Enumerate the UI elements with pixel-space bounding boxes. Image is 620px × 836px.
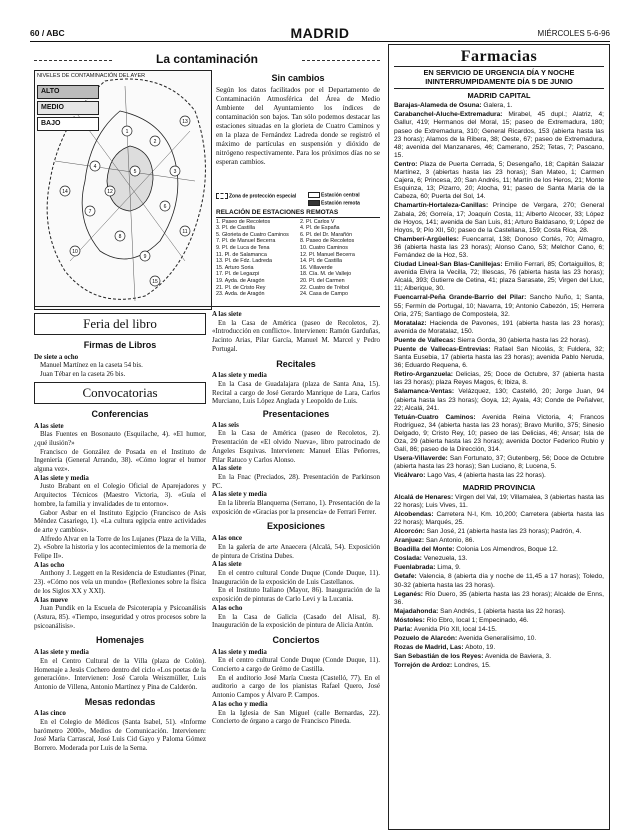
- pharmacy-addresses: Rafael San Nicolás, 3; Fuldera, 32; Santa Eusebia, 17 (abierta hasta las 23 horas); avenida Pablo Neruda, 36; Eduardo Requena, 6.: [394, 346, 604, 370]
- central-box-icon: [308, 192, 320, 198]
- list-item: En la Fnac (Preciados, 28). Presentación de Parkinson PC.: [212, 472, 380, 490]
- list-item: A las siete: [212, 310, 242, 318]
- svg-text:13: 13: [182, 119, 188, 125]
- map-legend-head: NIVELES DE CONTAMINACIÓN DEL AYER: [37, 73, 146, 79]
- pharmacy-entry: [394, 472, 604, 480]
- pollution-map: [34, 70, 212, 310]
- svg-text:8: 8: [118, 234, 122, 240]
- mesas-title: Mesas redondas: [84, 696, 156, 707]
- pharmacy-district: Boadilla del Monte:: [394, 546, 455, 554]
- station-item: 4. Pl. de España: [300, 225, 340, 232]
- zone-capital: MADRID CAPITAL: [467, 91, 531, 101]
- pharmacy-addresses: Carretera N-I, Km. 10,200; Carretera (abierta hasta las 22 horas); Marqués, 25.: [394, 510, 604, 526]
- pharmacy-addresses: Delicias, 25; Doce de Octubre, 37 (abierta hasta las 23 horas); plaza Reyes Magos, 6; Ibiza, 8.: [394, 371, 604, 387]
- station-item: 13. Pl. de Fdz. Ladreda: [216, 258, 273, 265]
- pharmacy-addresses: Avenida Pío XII, local 14-15.: [412, 626, 497, 633]
- pharmacy-district: Fuenlabrada:: [394, 564, 436, 572]
- pharmacy-entry: [394, 261, 604, 293]
- station-item: 22. Cuatro de Trébol: [300, 284, 350, 291]
- pharmacy-entry: [394, 161, 604, 201]
- pharmacy-entry: [394, 511, 604, 527]
- pharmacy-district: Retiro-Arganzuela:: [394, 371, 453, 379]
- stations-list: [216, 210, 380, 298]
- pharmacy-entry: [394, 573, 604, 589]
- svg-text:5: 5: [133, 169, 137, 175]
- pharmacy-district: Majadahonda:: [394, 607, 439, 615]
- list-item: A las siete y media: [34, 473, 89, 482]
- farmacias-box: [388, 44, 610, 830]
- list-item: Francisco de González de Posada en el Instituto de Ingeniería (General Arrando, 38). «Cómo lograr el humor alguna vez».: [34, 447, 206, 474]
- pharmacy-entry: [394, 537, 604, 545]
- svg-text:7: 7: [88, 209, 92, 215]
- convocatorias-title: Convocatorias: [34, 382, 206, 404]
- svg-text:9: 9: [143, 254, 147, 260]
- level-low: BAJO: [37, 117, 99, 131]
- list-item: En el Instituto Italiano (Mayor, 86). Inauguración de la exposición de pinturas de Carlo Levi y la Lucania.: [212, 586, 380, 604]
- list-item: Presentaciones: [262, 409, 330, 420]
- list-item: En la galería de arte Anaecera (Alcalá, 54). Exposición de pintura de Cristina Dubes.: [212, 542, 380, 560]
- station-item: 9. Pl. de Luca de Tena: [216, 244, 270, 251]
- level-medium: MEDIO: [37, 101, 99, 115]
- pharmacy-entry: [394, 653, 604, 661]
- pharmacy-entry: [394, 236, 604, 260]
- column-left: [34, 310, 206, 753]
- list-item: En la librería Blanquerna (Serrano, 1). Presentación de la exposición de «Gracias por la presencia» de Ferrari Ferrer.: [212, 499, 380, 516]
- pharmacy-entry: [394, 564, 604, 572]
- station-item: 1. Paseo de Recoletos: [216, 218, 271, 225]
- report-title: Sin cambios: [271, 73, 325, 83]
- svg-text:1: 1: [125, 129, 129, 135]
- firmas-list: [34, 353, 206, 379]
- exposiciones-list: [212, 534, 380, 630]
- pharmacy-district: Vicálvaro:: [394, 472, 426, 480]
- pharmacy-entry: [394, 608, 604, 616]
- list-item: A las cinco: [34, 709, 66, 718]
- pharmacy-entry: [394, 617, 604, 625]
- list-item: Juan Tébar en la caseta 26 bis.: [40, 370, 126, 379]
- list-item: Justo Brabant en el Colegio Oficial de Aparejadores y Arquitectos Técnicos (Maestro Victoria, 3). «Guía el hombre, la familia y invalidades de tu entorno».: [34, 482, 206, 508]
- zone-protect-label: Zona de protección especial: [229, 193, 297, 200]
- station-item: 23. Avda. de Aragón: [216, 291, 265, 298]
- list-item: En la Casa de Galicia (Casado del Alisal, 8). Inauguración de la exposición de pintura de Alicia Antón.: [212, 612, 380, 630]
- pharmacy-addresses: Londres, 15.: [452, 662, 491, 670]
- capital-list: [394, 102, 604, 480]
- list-item: En el Centro Cultural de la Villa (plaza de Colón). Homenaje a Jesús Cochero dentro del ciclo «Los poetas de la generación». Intervienen: José Carola Weiszmüller, Luis Antonio de Villena, Antonio Martínez y Pina de Calderón.: [34, 656, 206, 691]
- pharmacy-district: Ciudad Lineal-San Blas-Canillejas:: [394, 261, 503, 269]
- station-item: 21. Pl. de Cristo Rey: [216, 284, 266, 291]
- pharmacy-addresses: Virgen del Val, 19; Villamalea, 3 (abiertas hasta las 22 horas); Luis Vives, 11.: [394, 493, 604, 509]
- pharmacy-district: Moratalaz:: [394, 319, 427, 327]
- report-body: Según los datos facilitados por el Departamento de Contaminación Atmosférica del Área de Medio Ambiente del Ayuntamiento los índices de contaminación son bajos. Tan sólo podemos destacar las estaciones situadas en la glorieta de Cuatro Caminos y en la plaza de Fernández Ladreda donde se registró el máximo de partículas en suspensión y dióxido de nitrógeno respectivamente. Para los próximos días no se esperan cambios.: [216, 86, 380, 166]
- pharmacy-district: Usera-Villaverde:: [394, 455, 448, 463]
- station-item: 24. Casa de Campo: [300, 291, 348, 298]
- pharmacy-addresses: Valencia, 8 (abierta día y noche de 11,45 a 17 horas); Toledo, 30-32 (abierta hasta las 23 horas).: [394, 573, 604, 589]
- provincia-list: [394, 494, 604, 671]
- pharmacy-district: Chamartín-Hortaleza-Canillas:: [394, 202, 489, 210]
- pharmacy-entry: [394, 414, 604, 454]
- list-item: A las siete: [34, 421, 64, 430]
- station-item: 14. Pl. de Castilla: [300, 258, 342, 265]
- list-item: A las siete y media: [212, 490, 267, 499]
- pharmacy-addresses: San Antonio, 86.: [424, 537, 475, 545]
- zone-box-icon: [216, 193, 228, 199]
- list-item: Gabor Asbar en el Instituto Egipcio (Francisco de Asís Méndez Casariego, 1). «La cultura egipcia entre actividades de arte y cambios».: [34, 508, 206, 534]
- page-header: [30, 25, 610, 42]
- recitales-list: [212, 371, 380, 516]
- pharmacy-addresses: Venezuela, 13.: [421, 555, 468, 563]
- conferencias-title: Conferencias: [91, 408, 149, 419]
- list-item: En el auditorio José María Cuesta (Castelló, 77). En el auditorio a cargo de los pianistas Rafael Quero, José Antonio Campos y Álvaro P. Campos.: [212, 673, 380, 700]
- column-middle: [212, 310, 380, 726]
- pharmacy-addresses: Galera, 1.: [481, 102, 513, 110]
- pharmacy-entry: [394, 591, 604, 607]
- firmas-title: Firmas de Libros: [83, 340, 157, 350]
- pharmacy-addresses: Velázquez, 130; Castelló, 20; Jorge Juan, 94 (abierta hasta las 23 horas); Goya, 12; Ayala, 43; Conde de Peñalver, 22; Alcalá, 241.: [394, 388, 604, 412]
- pharmacy-entry: [394, 635, 604, 643]
- station-item: 3. Pl. de Castilla: [216, 225, 255, 232]
- list-item: Anthony J. Leggett en la Residencia de Estudiantes (Pinar, 23). «Cómo nos veía un mundo» (Reflexiones sobre la física de los Siglos XX y XXI).: [34, 569, 206, 595]
- list-item: A las siete y media: [34, 648, 89, 657]
- station-item: 16. Villaverde: [300, 264, 333, 271]
- pharmacy-entry: [394, 346, 604, 370]
- list-item: En la Casa de América (paseo de Recoletos, 2). Presentación de «El olvido Nueva», libro patrocinado de Ángeles Esquivas. Intervienen: Manuel Elías Peñorres, Pilar Ratuco y Carlos Alonso.: [212, 429, 380, 464]
- pharmacy-entry: [394, 320, 604, 336]
- conciertos-title: Conciertos: [272, 634, 320, 645]
- list-item: Alfredo Alvar en la Torre de los Lujanes (Plaza de la Villa, 2). «Sobre la historia y los acontecimientos de la memoria de Felipe II».: [34, 534, 206, 561]
- pharmacy-district: Fuencarral-Peña Grande-Barrio del Pilar:: [394, 294, 527, 302]
- pharmacy-district: Barajas-Alameda de Osuna:: [394, 102, 482, 110]
- pharmacy-district: Pozuelo de Alarcón:: [394, 635, 458, 643]
- pharmacy-entry: [394, 111, 604, 160]
- pharmacy-entry: [394, 455, 604, 471]
- station-item: 7. Pl. de Manuel Becerra: [216, 238, 276, 245]
- zone-remote-label: Estación remota: [321, 200, 360, 207]
- pharmacy-district: Centro:: [394, 160, 418, 168]
- zone-protect: [216, 193, 296, 199]
- list-item: Juan Pundik en la Escuela de Psicoterapia y Psicoanálisis (Astura, 85). «Tiempo, inseguridad y otros procesos sobre la psicoanálisis».: [34, 604, 206, 630]
- zone-central: [308, 192, 360, 198]
- pharmacy-entry: [394, 528, 604, 536]
- list-item: En la Casa de Guadalajara (plaza de Santa Ana, 15). Recital a cargo de José Gerardo Manrique de Lara, Carlos Murciano, Luis López Anglada y Leopoldo de Luis.: [212, 379, 380, 406]
- conferencias-list: [34, 422, 206, 631]
- station-item: 18. Cía. M. de Vallejo: [300, 271, 352, 278]
- pharmacy-district: Getafe:: [394, 573, 417, 581]
- pharmacy-district: Parla:: [394, 626, 413, 633]
- level-legend: [37, 85, 99, 133]
- list-item: A las siete y media: [212, 647, 267, 656]
- pharmacy-district: Alcalá de Henares:: [394, 493, 454, 501]
- station-item: 11. Pl. de Salamanca: [216, 251, 267, 258]
- feria-title: Feria del libro: [34, 313, 206, 335]
- list-item: De siete a ocho: [34, 352, 79, 361]
- section-name: MADRID: [290, 25, 350, 41]
- list-item: A las siete: [212, 560, 242, 569]
- level-high: ALTO: [37, 85, 99, 99]
- zone-provincia: MADRID PROVINCIA: [462, 482, 536, 492]
- station-item: 19. Ayda. de Aragón: [216, 277, 265, 284]
- svg-text:3: 3: [173, 169, 177, 175]
- pharmacy-addresses: Avenida de Baviera, 3.: [483, 653, 552, 661]
- list-item: Manuel Martínez en la caseta 54 bis.: [40, 361, 143, 370]
- pharmacy-entry: [394, 294, 604, 318]
- stations-grid: [216, 219, 380, 298]
- farmacias-subtitle: EN SERVICIO DE URGENCIA DÍA Y NOCHE ININTERRUMPIDAMENTE DÍA 5 DE JUNIO: [394, 67, 604, 89]
- mesas-list: [34, 709, 206, 753]
- pharmacy-district: San Sebastián de los Reyes:: [394, 653, 484, 661]
- list-item: A las ocho: [34, 560, 65, 569]
- pharmacy-addresses: San Fortunato, 37; Gutenberg, 56; Doce de Octubre (abierta hasta las 23 horas); San Luciano, 8; Lucena, 5.: [394, 455, 604, 471]
- pharmacy-district: Puente de Vallecas-Entrevías:: [394, 346, 491, 353]
- pharmacy-addresses: Avenida Reina Victoria, 4; Francos Rodríguez, 34 (abierta hasta las 23 horas); Bravo Murillo, 375; Sinesio Delgado, 9; Cristo Rey, 10; paseo de las Delicias, 46; Ansar; Isla de Oza, 29 (abierta hasta las 23 horas); avenida Doctor Federico Rubio y Galí, 86; paseo de la Dirección, 314.: [394, 413, 604, 454]
- pharmacy-district: Puente de Vallecas:: [394, 336, 456, 344]
- pharmacy-addresses: San José, 21 (abierta hasta las 23 horas); Padrón, 4.: [424, 527, 582, 535]
- svg-text:11: 11: [182, 229, 188, 235]
- list-item: A las seis: [212, 420, 239, 429]
- homenajes-list: [34, 648, 206, 692]
- pharmacy-district: Torrejón de Ardoz:: [394, 662, 453, 670]
- pharmacy-district: Tetuán-Cuatro Caminos:: [394, 413, 476, 421]
- pharmacy-addresses: Fuencarral, 138; Donoso Cortés, 70; Almagro, 36 (abierta hasta las 23 horas); Alonso Cano, 53; Melchor Cano, 6; Fernández de la Hoz, 53.: [394, 235, 604, 259]
- intro-list: [212, 310, 380, 354]
- svg-text:15: 15: [152, 279, 158, 285]
- pharmacy-entry: [394, 644, 604, 652]
- pharmacy-addresses: San Andrés, 1 (abierta hasta las 22 horas).: [438, 607, 566, 615]
- remote-box-icon: [308, 200, 320, 206]
- pharmacy-addresses: Avenida Generalísimo, 10.: [457, 635, 537, 643]
- zone-legend: [216, 192, 380, 206]
- pharmacy-entry: [394, 555, 604, 563]
- zone-remote: [308, 200, 360, 206]
- list-item: En el centro cultural Conde Duque (Conde Duque, 11). Inauguración de la exposición de Luis Castellanos.: [212, 568, 380, 586]
- farmacias-title: Farmacias: [394, 48, 604, 67]
- pharmacy-addresses: Colonia Los Almendros, Boque 12.: [454, 546, 558, 554]
- pharmacy-district: Chamberí-Argüelles:: [394, 235, 459, 243]
- station-item: 15. Arturo Soria: [216, 264, 254, 271]
- pharmacy-entry: [394, 546, 604, 554]
- svg-text:2: 2: [153, 139, 157, 145]
- pharmacy-district: Alcobendas:: [394, 510, 434, 518]
- pharmacy-entry: [394, 388, 604, 412]
- pharmacy-addresses: Lago Vas, 4 (abierta hasta las 22 horas).: [425, 472, 546, 480]
- page-date: MIÉRCOLES 5-6-96: [537, 29, 610, 38]
- pharmacy-addresses: Emilio Ferrari, 85; Cortaiguillos, 8; avenida Elvira la Vecilla, 72; Illescas, 76 (abierta hasta las 23 horas); Alcalá, 393; Gutierre de Cetina, 41; plaza Sarasate, 25; Virgen del Lluc, 11; Alberique, 30.: [394, 261, 604, 293]
- list-item: A las ocho: [212, 603, 243, 612]
- station-item: 17. Pl. de Legazpi: [216, 271, 260, 278]
- pharmacy-entry: [394, 202, 604, 234]
- svg-text:4: 4: [93, 164, 97, 170]
- svg-text:6: 6: [163, 204, 167, 210]
- svg-text:10: 10: [72, 249, 78, 255]
- pharmacy-addresses: Mirabel, 45 dupl.; Alatriz, 4; Gallur, 419; Hermanos del Moral, 15; paseo de Extremadura, 180; paseo de Extremadura, 310; General Ricardos, 153 (abierta hasta las 23 horas); Alamos de la Ribera, 38; Oeste, 67; paseo de Extremadura, 48; avenida del Manzanares, 46; Camerano, 252; Tetas, 7; Pascano, 15.: [394, 111, 604, 159]
- station-item: 10. Cuatro Caminos: [300, 244, 348, 251]
- pharmacy-district: Alcorcón:: [394, 527, 425, 535]
- stations-title: RELACIÓN DE ESTACIONES REMOTAS: [216, 210, 380, 218]
- pharmacy-addresses: Hacienda de Pavones, 191 (abierta hasta las 23 horas); avenida de Moratalaz, 150.: [394, 319, 604, 335]
- list-item: A las nueve: [34, 595, 68, 604]
- pharmacy-entry: [394, 337, 604, 345]
- conciertos-list: [212, 648, 380, 726]
- list-item: En el Colegio de Médicos (Santa Isabel, 51). «Informe barómetro 2000», Medios de Comunicación. Intervienen: José María Carrascal, José Luis Cid Gayo y Paloma Gómez Borrero. Moderada por Luis de la Serna.: [34, 718, 206, 753]
- list-item: A las siete: [212, 464, 242, 473]
- pharmacy-entry: [394, 662, 604, 670]
- station-item: 5. Glorieta de Cuatro Caminos: [216, 231, 289, 238]
- page-number: 60 / ABC: [30, 28, 65, 38]
- pharmacy-district: Aranjuez:: [394, 537, 425, 545]
- list-item: A las siete y media: [212, 371, 267, 380]
- station-item: 6. Pl. del Dr. Marañón: [300, 231, 353, 238]
- pharmacy-addresses: Lima, 9.: [435, 564, 461, 572]
- pharmacy-district: Rozas de Madrid, Las:: [394, 644, 464, 652]
- pharmacy-addresses: Sancho Nuño, 1; Santa, 55; Fermín de Portugal, 10; Navarra, 19; Antonio Cabezón, 15; Herrera Oria, 275; Santiago de Compostela, 32.: [394, 294, 604, 318]
- station-item: 12. Pl. Manuel Becerra: [300, 251, 355, 258]
- list-item: Blas Fuentes en Bosonauto (Esquilache, 4). «El humor, ¿qué ilusión?»: [34, 430, 206, 447]
- pharmacy-addresses: Sierra Gorda, 30 (abierta hasta las 22 horas).: [455, 336, 591, 344]
- divider: [34, 306, 380, 307]
- svg-text:14: 14: [62, 189, 68, 195]
- svg-text:12: 12: [107, 189, 113, 195]
- list-item: En la Casa de América (paseo de Recoletos, 2). «Introducción en conflicto». Intervienen: Ramón Garduñas, Jacinto Arias, Pilar García, Manuel M. Marcel y Pedro Portugal.: [212, 318, 380, 353]
- list-item: En la Iglesia de San Miguel (calle Bernardas, 22). Concierto de órgano a cargo de Francisco Pineda.: [212, 708, 380, 726]
- pharmacy-addresses: Río Ebro, local 1; Empecinado, 46.: [424, 616, 529, 624]
- pharmacy-addresses: Plaza de Puerta Cerrada, 5; Desengaño, 18; Capitán Salazar Martínez, 3 (abiertas hasta las 23 horas); San Mateo, 1; Carmen Cajera, 6; Princesa, 20; San Andrés, 11; Martín de los Heros, 21; Monte Esquinza, 13; Pizarro, 20; Atocha, 91; paseo de Santa María de la Cabeza, 60; Puerta del Sol, 14.: [394, 160, 604, 201]
- station-item: 20. Pl. del Carmen: [300, 277, 345, 284]
- station-item: 2. Pl. Carlos V: [300, 218, 335, 225]
- list-item: En el centro cultural Conde Duque (Conde Duque, 11). Concierto a cargo de Grémo de Castilla.: [212, 656, 380, 674]
- pharmacy-district: Móstoles:: [394, 616, 425, 624]
- homenajes-title: Homenajes: [95, 635, 145, 646]
- pharmacy-district: Salamanca-Ventas:: [394, 388, 455, 396]
- pharmacy-entry: [394, 371, 604, 387]
- zone-central-label: Estación central: [321, 192, 360, 199]
- pharmacy-entry: [394, 626, 604, 634]
- recitales-title: Recitales: [276, 358, 316, 369]
- exposiciones-title: Exposiciones: [266, 521, 326, 532]
- pharmacy-addresses: Aboto, 19.: [463, 644, 496, 652]
- station-item: 8. Paseo de Recoletos: [300, 238, 355, 245]
- pharmacy-entry: [394, 494, 604, 510]
- pharmacy-addresses: Río Duero, 35 (abierta hasta las 23 horas); Alcalde de Enns, 36.: [394, 590, 604, 606]
- pharmacy-district: Coslada:: [394, 555, 422, 563]
- pollution-report: [216, 74, 380, 167]
- pharmacy-district: Carabanchel-Aluche-Extremadura:: [394, 111, 503, 119]
- pharmacy-district: Leganés:: [394, 590, 423, 598]
- pharmacy-entry: [394, 102, 604, 110]
- list-item: A las ocho y media: [212, 699, 268, 708]
- contaminacion-title: La contaminación: [34, 52, 380, 68]
- pharmacy-addresses: Príncipe de Vergara, 270; General Zabala, 26; Gorreía, 17; Joaquín Costa, 11; Alberto Alcocer, 33; López de Hoyos, 141; avenida de San Luis, 81; Arturo Baldasano, 9; López de Hoyos, 9; Pío XII, 50; paseo de la Castellana, 159; Costa Rica, 28.: [394, 202, 604, 234]
- list-item: A las once: [212, 534, 242, 543]
